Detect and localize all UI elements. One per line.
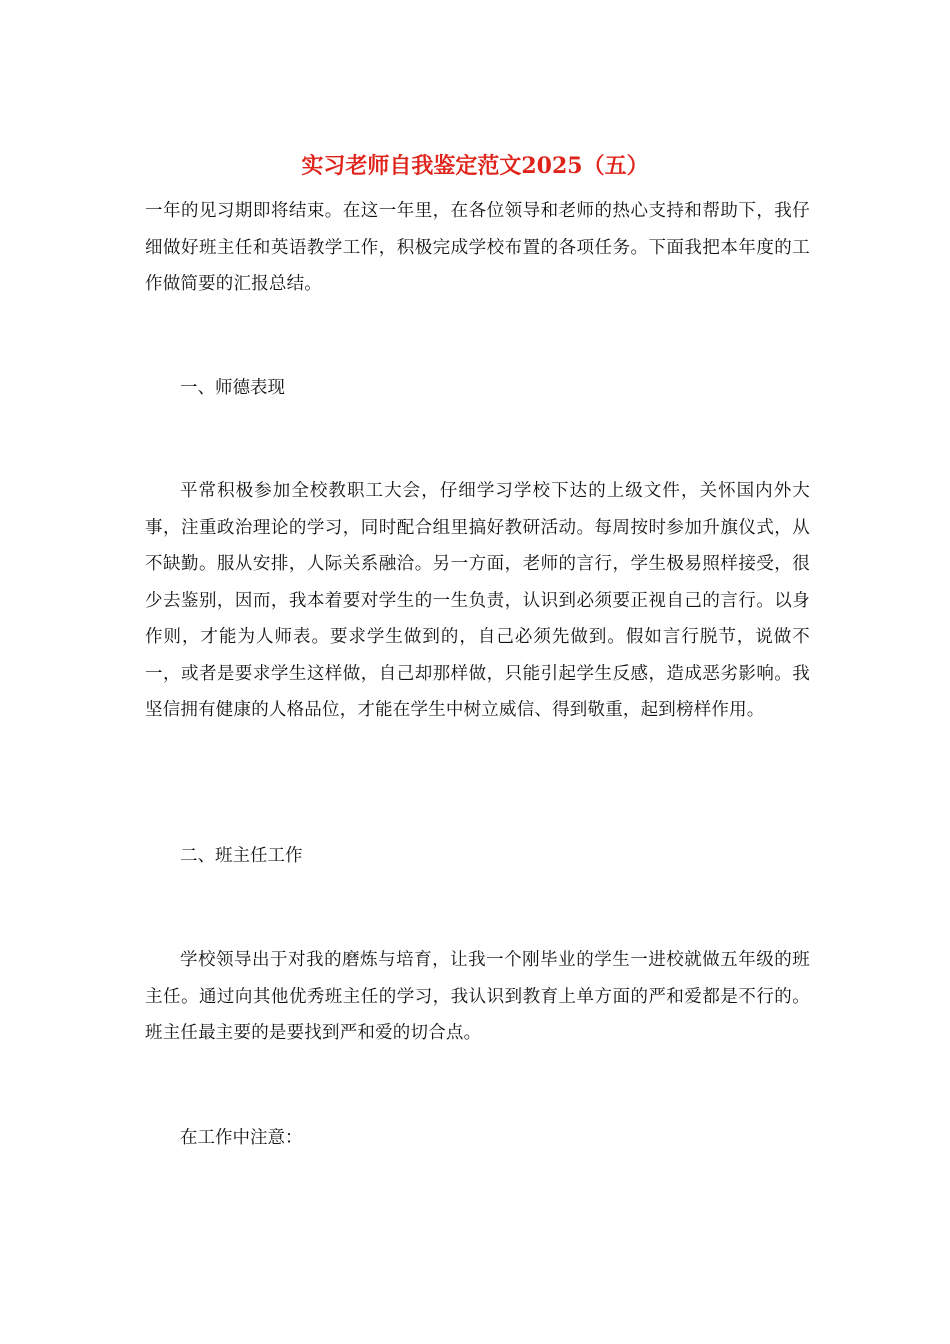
section-body-ethics: 平常积极参加全校教职工大会，仔细学习学校下达的上级文件，关怀国内外大事，注重政治理论的学习，同时配合组里搞好教研活动。每周按时参加升旗仪式，从不缺勤。服从安排，人际关系融洽。另一方面，老师的言行，学生极易照样接受，很少去鉴别，因而，我本着要对学生的一生负责，认识到必须要正视自己的言行。以身作则，才能为人师表。要求学生做到的，自己必须先做到。假如言行脱节，说做不一，或者是要求学生这样做，自己却那样做，只能引起学生反感，造成恶劣影响。我坚信拥有健康的人格品位，才能在学生中树立威信、得到敬重，起到榜样作用。 xyxy=(145,481,810,720)
intro-paragraph: 一年的见习期即将结束。在这一年里，在各位领导和老师的热心支持和帮助下，我仔细做好班主任和英语教学工作，积极完成学校布置的各项任务。下面我把本年度的工作做简要的汇报总结。 xyxy=(145,201,810,294)
section-heading-class-teacher: 二、班主任工作 xyxy=(180,846,303,866)
section-heading-ethics: 一、师德表现 xyxy=(180,378,285,398)
document-title: 实习老师自我鉴定范文2025（五） xyxy=(301,153,649,179)
section-body-class-teacher: 学校领导出于对我的磨炼与培育，让我一个刚毕业的学生一进校就做五年级的班主任。通过向其他优秀班主任的学习，我认识到教育上单方面的严和爱都是不行的。班主任最主要的是要找到严和爱的切合点。 xyxy=(145,950,810,1043)
work-notes-label: 在工作中注意： xyxy=(180,1128,303,1148)
